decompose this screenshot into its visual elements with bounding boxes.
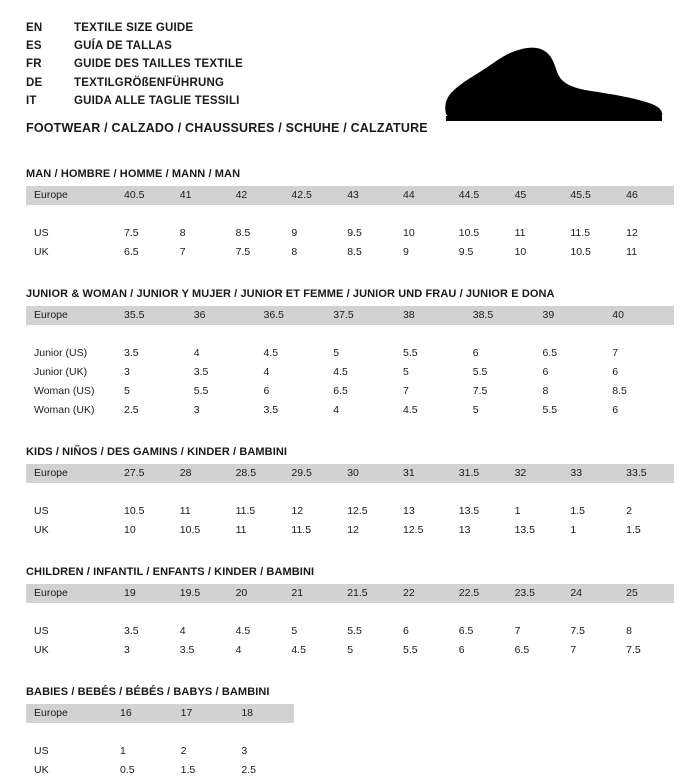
size-cell: 5	[116, 382, 186, 401]
size-cell: 31	[395, 464, 451, 483]
table-row	[26, 243, 674, 262]
size-cell: 7	[395, 382, 465, 401]
row-label: US	[26, 224, 116, 243]
language-code: FR	[26, 58, 42, 71]
size-cell: 6.5	[116, 243, 172, 262]
size-cell: 10	[507, 243, 563, 262]
size-cell: 23.5	[507, 584, 563, 603]
size-cell: 6.5	[325, 382, 395, 401]
size-cell: 10.5	[451, 224, 507, 243]
row-spacer	[26, 325, 674, 344]
size-cell: 3.5	[256, 401, 326, 420]
size-table	[26, 464, 674, 540]
size-table	[26, 584, 674, 660]
table-row	[26, 584, 674, 603]
size-cell: 6.5	[507, 641, 563, 660]
size-cell: 43	[339, 186, 395, 205]
size-cell: 42.5	[283, 186, 339, 205]
size-cell: 44	[395, 186, 451, 205]
size-cell: 4.5	[325, 363, 395, 382]
size-cell: 3.5	[186, 363, 256, 382]
row-spacer-cell	[26, 205, 674, 224]
sections-container	[26, 168, 674, 780]
size-cell: 8	[283, 243, 339, 262]
size-cell: 9.5	[339, 224, 395, 243]
row-spacer	[26, 483, 674, 502]
size-cell: 37.5	[325, 306, 395, 325]
table-row	[26, 704, 294, 723]
size-cell: 11	[507, 224, 563, 243]
size-cell: 8.5	[339, 243, 395, 262]
size-cell: 22	[395, 584, 451, 603]
row-label: UK	[26, 243, 116, 262]
size-section	[26, 686, 674, 780]
language-code: EN	[26, 22, 43, 34]
size-cell: 10	[116, 521, 172, 540]
row-label: UK	[26, 521, 116, 540]
size-cell: 7	[604, 344, 674, 363]
table-row	[26, 363, 674, 382]
size-cell: 13.5	[507, 521, 563, 540]
row-label: Europe	[26, 464, 116, 483]
size-cell: 18	[233, 704, 294, 723]
size-cell: 7.5	[116, 224, 172, 243]
size-cell: 6	[465, 344, 535, 363]
size-cell: 21	[283, 584, 339, 603]
size-cell: 7.5	[562, 622, 618, 641]
size-cell: 1	[562, 521, 618, 540]
row-label: Woman (US)	[26, 382, 116, 401]
size-cell: 7	[562, 641, 618, 660]
size-cell: 4.5	[395, 401, 465, 420]
size-cell: 29.5	[283, 464, 339, 483]
size-cell: 13	[451, 521, 507, 540]
row-spacer	[26, 205, 674, 224]
size-cell: 6.5	[451, 622, 507, 641]
language-row	[26, 22, 243, 40]
size-table	[26, 186, 674, 262]
size-cell: 2.5	[233, 761, 294, 780]
size-cell: 3.5	[116, 622, 172, 641]
size-cell: 38	[395, 306, 465, 325]
size-cell: 27.5	[116, 464, 172, 483]
section-title: JUNIOR & WOMAN / JUNIOR Y MUJER / JUNIOR ET FEMME / JUNIOR UND FRAU / JUNIOR E DONA	[26, 288, 555, 300]
header	[26, 22, 674, 142]
size-cell: 1.5	[173, 761, 234, 780]
size-cell: 4.5	[228, 622, 284, 641]
size-cell: 10.5	[116, 502, 172, 521]
size-section	[26, 566, 674, 660]
size-section	[26, 168, 674, 262]
size-cell: 8	[535, 382, 605, 401]
size-cell: 3	[116, 641, 172, 660]
size-cell: 9	[283, 224, 339, 243]
size-cell: 3.5	[116, 344, 186, 363]
size-cell: 5	[339, 641, 395, 660]
table-row	[26, 761, 294, 780]
language-row	[26, 40, 243, 58]
size-cell: 30	[339, 464, 395, 483]
row-spacer-cell	[26, 483, 674, 502]
size-cell: 4	[186, 344, 256, 363]
row-spacer	[26, 603, 674, 622]
size-cell: 20	[228, 584, 284, 603]
size-cell: 46	[618, 186, 674, 205]
language-row	[26, 58, 243, 76]
size-cell: 6	[604, 401, 674, 420]
size-cell: 40	[604, 306, 674, 325]
size-cell: 5.5	[465, 363, 535, 382]
row-label: Europe	[26, 584, 116, 603]
size-cell: 1	[507, 502, 563, 521]
table-row	[26, 224, 674, 243]
size-cell: 7.5	[228, 243, 284, 262]
size-cell: 4.5	[283, 641, 339, 660]
size-cell: 32	[507, 464, 563, 483]
size-cell: 6	[604, 363, 674, 382]
size-table	[26, 704, 294, 780]
size-cell: 36.5	[256, 306, 326, 325]
size-cell: 2	[618, 502, 674, 521]
table-row	[26, 742, 294, 761]
size-cell: 4	[325, 401, 395, 420]
row-spacer-cell	[26, 325, 674, 344]
row-spacer	[26, 723, 294, 742]
size-cell: 3.5	[172, 641, 228, 660]
language-title: GUÍA DE TALLAS	[74, 40, 172, 53]
size-cell: 12	[283, 502, 339, 521]
row-label: Europe	[26, 186, 116, 205]
size-cell: 17	[173, 704, 234, 723]
size-cell: 4.5	[256, 344, 326, 363]
language-code: IT	[26, 94, 37, 107]
size-cell: 1	[112, 742, 173, 761]
size-cell: 6.5	[535, 344, 605, 363]
size-cell: 5	[395, 363, 465, 382]
size-cell: 22.5	[451, 584, 507, 603]
size-cell: 9	[395, 243, 451, 262]
size-cell: 4	[172, 622, 228, 641]
size-cell: 2	[173, 742, 234, 761]
size-cell: 7	[172, 243, 228, 262]
table-row	[26, 344, 674, 363]
table-row	[26, 464, 674, 483]
row-label: Europe	[26, 704, 112, 723]
size-cell: 6	[451, 641, 507, 660]
language-code: DE	[26, 76, 43, 89]
size-cell: 24	[562, 584, 618, 603]
row-label: US	[26, 502, 116, 521]
table-row	[26, 622, 674, 641]
size-cell: 6	[535, 363, 605, 382]
row-label: US	[26, 622, 116, 641]
size-cell: 10.5	[172, 521, 228, 540]
section-title: MAN / HOMBRE / HOMME / MANN / MAN	[26, 168, 241, 180]
size-cell: 11	[228, 521, 284, 540]
section-title: BABIES / BEBÉS / BÉBÉS / BABYS / BAMBINI	[26, 686, 270, 698]
size-cell: 36	[186, 306, 256, 325]
size-cell: 13.5	[451, 502, 507, 521]
language-row	[26, 77, 243, 95]
size-cell: 5	[283, 622, 339, 641]
size-cell: 11.5	[228, 502, 284, 521]
size-cell: 11	[172, 502, 228, 521]
size-cell: 41	[172, 186, 228, 205]
row-label: Junior (UK)	[26, 363, 116, 382]
size-cell: 5.5	[395, 641, 451, 660]
size-cell: 25	[618, 584, 674, 603]
row-label: Junior (US)	[26, 344, 116, 363]
row-label: UK	[26, 641, 116, 660]
size-cell: 28	[172, 464, 228, 483]
size-cell: 6	[395, 622, 451, 641]
size-cell: 31.5	[451, 464, 507, 483]
size-cell: 5.5	[186, 382, 256, 401]
size-cell: 3	[186, 401, 256, 420]
size-cell: 1.5	[562, 502, 618, 521]
size-cell: 1.5	[618, 521, 674, 540]
row-label: Europe	[26, 306, 116, 325]
size-cell: 3	[116, 363, 186, 382]
size-cell: 39	[535, 306, 605, 325]
language-title: GUIDA ALLE TAGLIE TESSILI	[74, 94, 240, 107]
table-row	[26, 521, 674, 540]
size-section	[26, 288, 674, 420]
size-cell: 9.5	[451, 243, 507, 262]
size-cell: 4	[256, 363, 326, 382]
size-cell: 45	[507, 186, 563, 205]
size-cell: 5.5	[339, 622, 395, 641]
size-cell: 7	[507, 622, 563, 641]
row-label: UK	[26, 761, 112, 780]
size-section	[26, 446, 674, 540]
row-spacer-cell	[26, 723, 294, 742]
table-row	[26, 401, 674, 420]
size-cell: 11.5	[562, 224, 618, 243]
size-cell: 5	[465, 401, 535, 420]
language-title: GUIDE DES TAILLES TEXTILE	[74, 58, 243, 71]
size-cell: 7.5	[465, 382, 535, 401]
size-cell: 13	[395, 502, 451, 521]
language-title: TEXTILE SIZE GUIDE	[74, 22, 194, 34]
size-cell: 19.5	[172, 584, 228, 603]
size-cell: 42	[228, 186, 284, 205]
size-cell: 35.5	[116, 306, 186, 325]
size-cell: 12.5	[339, 502, 395, 521]
size-cell: 33	[562, 464, 618, 483]
size-cell: 10.5	[562, 243, 618, 262]
size-cell: 40.5	[116, 186, 172, 205]
section-title: CHILDREN / INFANTIL / ENFANTS / KINDER / BAMBINI	[26, 566, 315, 578]
size-cell: 19	[116, 584, 172, 603]
size-cell: 8.5	[228, 224, 284, 243]
size-cell: 8.5	[604, 382, 674, 401]
size-cell: 5.5	[535, 401, 605, 420]
size-table	[26, 306, 674, 420]
table-row	[26, 641, 674, 660]
table-row	[26, 502, 674, 521]
size-cell: 33.5	[618, 464, 674, 483]
size-cell: 12	[339, 521, 395, 540]
language-title-list	[26, 22, 243, 113]
size-cell: 16	[112, 704, 173, 723]
size-cell: 0.5	[112, 761, 173, 780]
language-row	[26, 95, 243, 113]
size-cell: 12	[618, 224, 674, 243]
size-cell: 7.5	[618, 641, 674, 660]
table-row	[26, 186, 674, 205]
row-label: Woman (UK)	[26, 401, 116, 420]
size-cell: 4	[228, 641, 284, 660]
table-row	[26, 382, 674, 401]
section-title: KIDS / NIÑOS / DES GAMINS / KINDER / BAMBINI	[26, 446, 288, 458]
size-cell: 5.5	[395, 344, 465, 363]
size-cell: 6	[256, 382, 326, 401]
size-cell: 11	[618, 243, 674, 262]
size-cell: 11.5	[283, 521, 339, 540]
language-title: TEXTILGRÖßENFÜHRUNG	[74, 76, 225, 89]
size-cell: 38.5	[465, 306, 535, 325]
size-cell: 5	[325, 344, 395, 363]
language-code: ES	[26, 40, 42, 53]
size-cell: 8	[618, 622, 674, 641]
size-cell: 12.5	[395, 521, 451, 540]
size-cell: 44.5	[451, 186, 507, 205]
size-cell: 8	[172, 224, 228, 243]
size-cell: 45.5	[562, 186, 618, 205]
dress-shoe-icon	[438, 44, 668, 128]
table-row	[26, 306, 674, 325]
size-cell: 2.5	[116, 401, 186, 420]
size-cell: 21.5	[339, 584, 395, 603]
size-cell: 10	[395, 224, 451, 243]
row-spacer-cell	[26, 603, 674, 622]
size-cell: 28.5	[228, 464, 284, 483]
size-cell: 3	[233, 742, 294, 761]
category-title: FOOTWEAR / CALZADO / CHAUSSURES / SCHUHE / CALZATURE	[26, 121, 428, 136]
row-label: US	[26, 742, 112, 761]
